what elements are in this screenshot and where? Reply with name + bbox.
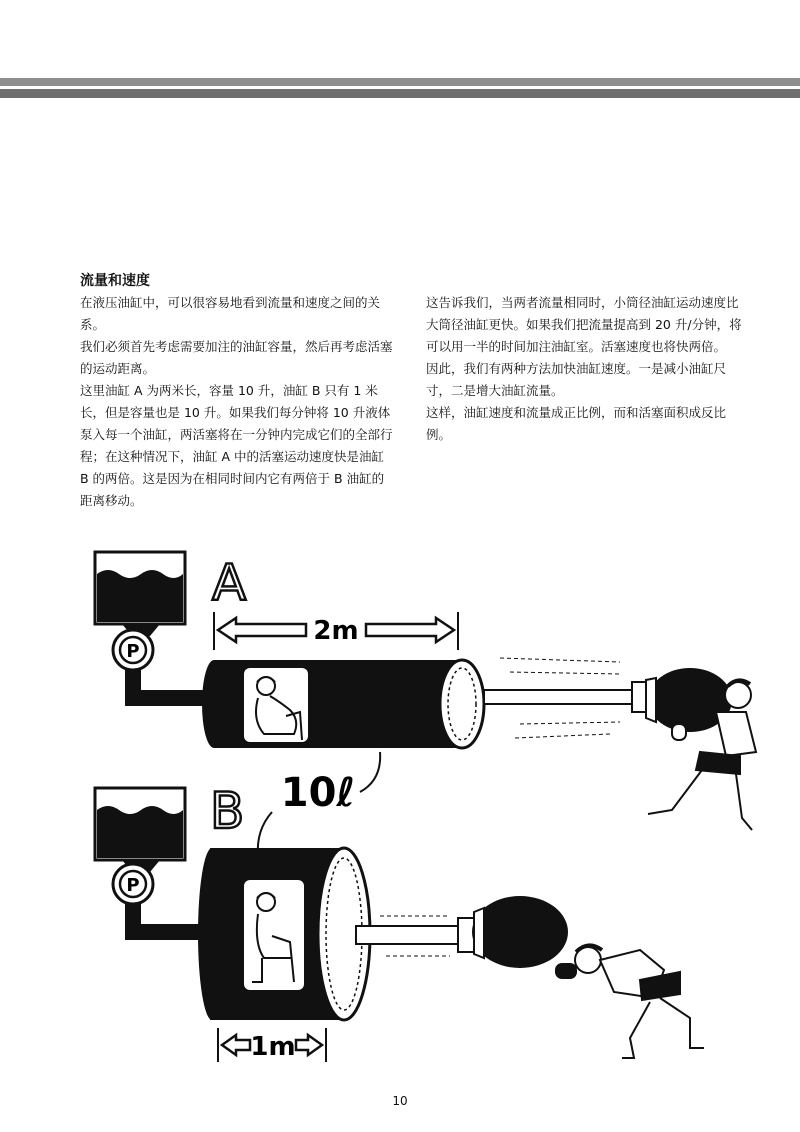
- piston-rod-b: [356, 916, 474, 956]
- label-b: B: [210, 782, 245, 840]
- cylinder-illustration: [0, 540, 800, 1080]
- left-paragraph: 这里油缸 A 为两米长，容量 10 升，油缸 B 只有 1 米长，但是容量也是 10 升。如果我们每分钟将 10 升液体泵入每一个油缸，两活塞将在一分钟内完成它们的全部行程；在这种情况下，油缸 A 中的活塞运动速度快是油缸 B 的两倍。这是因为在相同时间内它有两倍于 B 油缸的距离移动。: [80, 383, 393, 508]
- pump-a-label: P: [126, 641, 140, 662]
- pump-a-icon: [113, 630, 153, 670]
- right-paragraph: 因此，我们有两种方法加快油缸速度。一是减小油缸尺寸，二是增大油缸流量。: [426, 361, 727, 398]
- left-paragraph: 我们必须首先考虑需要加注的油缸容量，然后再考虑活塞的运动距离。: [80, 339, 393, 376]
- page-number: 10: [392, 1094, 408, 1108]
- volume-label: 10ℓ: [280, 770, 356, 816]
- tank-a-icon: [95, 552, 185, 636]
- cylinder-b-group: [95, 782, 704, 1062]
- dimension-b: [218, 1028, 326, 1062]
- right-paragraph: 这告诉我们，当两者流量相同时，小筒径油缸运动速度比大筒径油缸更快。如果我们把流量提高到 20 升/分钟，将可以用一半的时间加注油缸室。活塞速度也将快两倍。: [426, 295, 742, 354]
- header-rule: [0, 78, 800, 98]
- label-a: A: [212, 554, 247, 612]
- volume-callout: [258, 752, 380, 856]
- section-heading: 流量和速度: [80, 273, 150, 289]
- pump-b-icon: [113, 864, 153, 904]
- length-b-label: 1m: [250, 1032, 296, 1062]
- pump-b-label: P: [126, 875, 140, 896]
- right-paragraph: 这样，油缸速度和流量成正比例，而和活塞面积成反比例。: [426, 405, 727, 442]
- piston-rod-a: [484, 658, 646, 738]
- cylinder-b-icon: [198, 848, 370, 1020]
- boxer-b-icon: [556, 945, 704, 1058]
- length-a-label: 2m: [313, 616, 359, 646]
- left-paragraph: 在液压油缸中，可以很容易地看到流量和速度之间的关系。: [80, 295, 381, 332]
- cylinder-a-icon: [202, 660, 484, 748]
- right-column: [426, 292, 748, 446]
- cylinder-a-group: [95, 552, 756, 830]
- left-column: [80, 270, 396, 512]
- dimension-a: [214, 612, 458, 650]
- boxing-glove-b-icon: [472, 896, 568, 968]
- tank-b-icon: [95, 788, 185, 872]
